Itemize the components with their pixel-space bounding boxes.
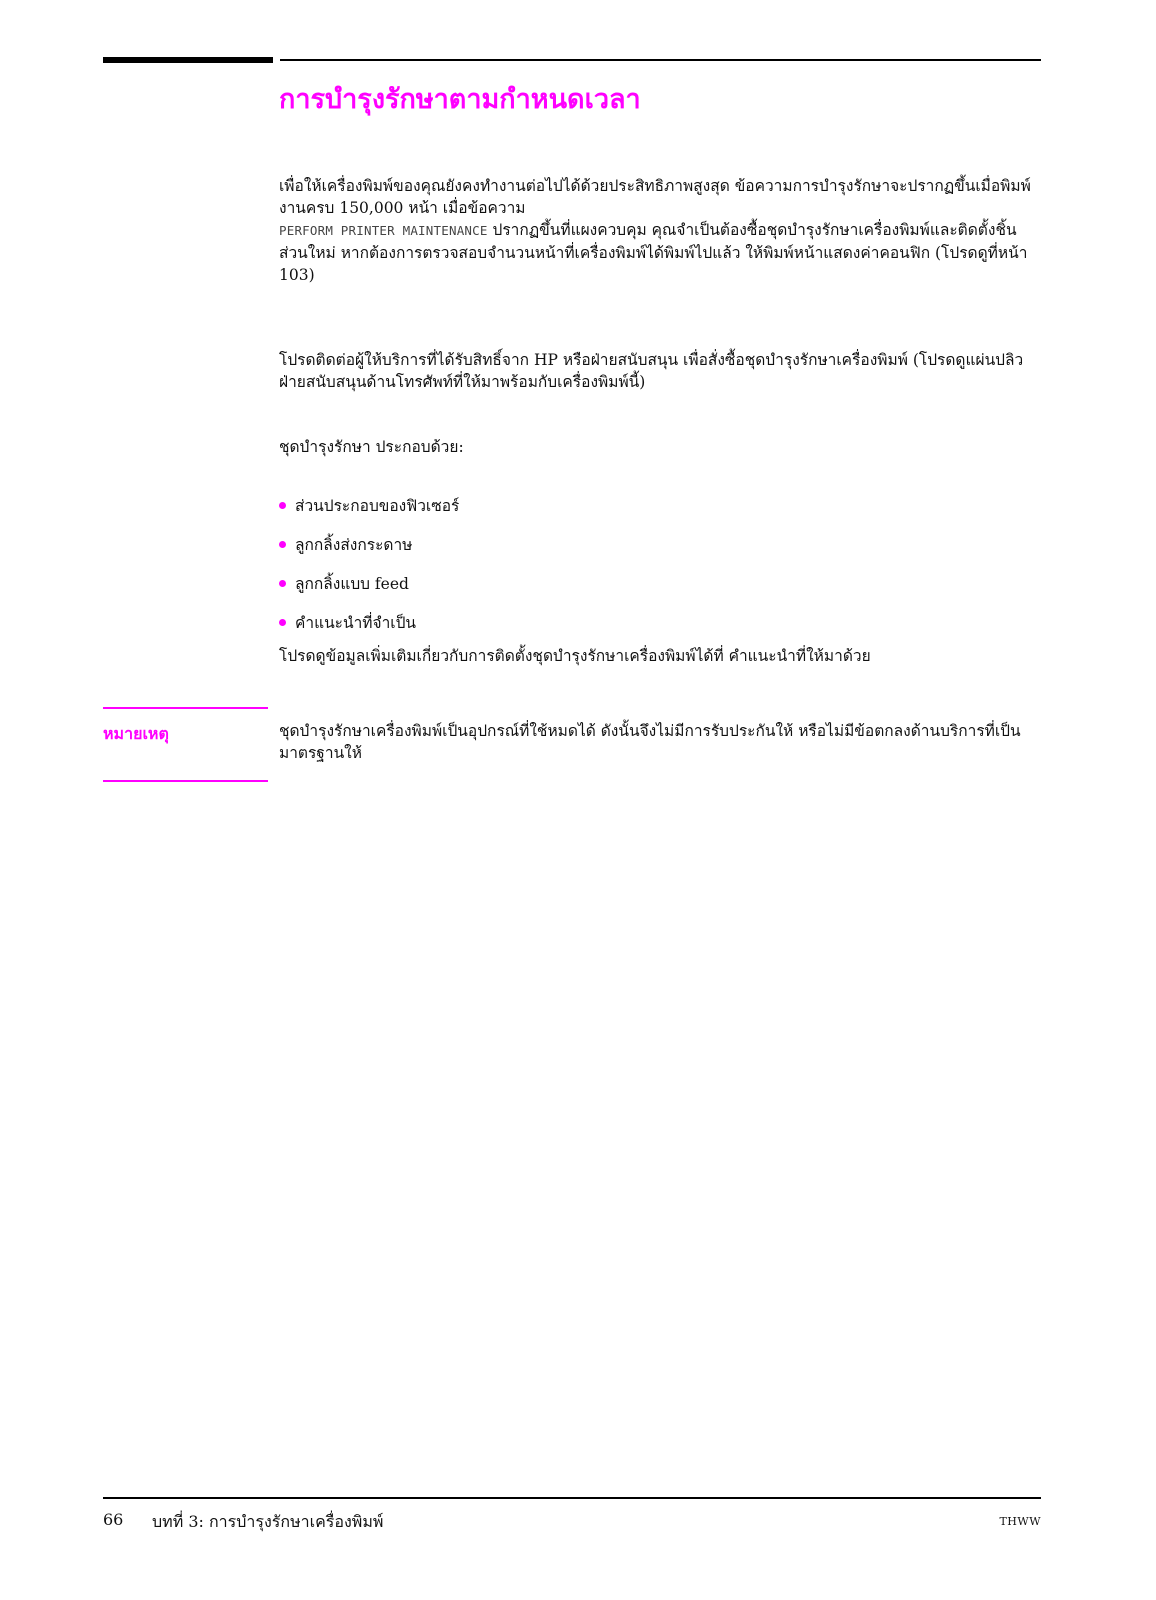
header-rule-thin (280, 59, 1041, 61)
kit-intro-text: ชุดบำรุงรักษา ประกอบด้วย: (279, 438, 464, 456)
note-rule-top (103, 707, 268, 709)
footer-doc-code: THWW (999, 1515, 1041, 1528)
footer-rule (103, 1497, 1041, 1499)
list-item (279, 572, 459, 611)
bullet-icon (279, 502, 286, 509)
intro-text-before: เพื่อให้เครื่องพิมพ์ของคุณยังคงทำงานต่อไปได้ด้วยประสิทธิภาพสูงสุด ข้อความการบำรุงรักษาจะปรากฏขึ้นเมื่อพิมพ์งานครบ 150,000 หน้า เมื่อข้อความ (279, 177, 1031, 217)
more-info-paragraph (279, 645, 1039, 667)
list-item-label: ลูกกลิ้งส่งกระดาษ (295, 536, 413, 554)
kit-items-list (279, 494, 459, 650)
note-label: หมายเหตุ (103, 724, 169, 743)
list-item (279, 494, 459, 533)
page-title: การบำรุงรักษาตามกำหนดเวลา (279, 84, 641, 115)
bullet-icon (279, 541, 286, 548)
list-item-label: ส่วนประกอบของฟิวเซอร์ (295, 497, 460, 515)
more-info-text: โปรดดูข้อมูลเพิ่มเติมเกี่ยวกับการติดตั้งชุดบำรุงรักษาเครื่องพิมพ์ได้ที่ คำแนะนำที่ให้มาด้วย (279, 647, 871, 665)
list-item-label: คำแนะนำที่จำเป็น (295, 614, 417, 632)
header-rule-thick (103, 57, 273, 63)
bullet-icon (279, 580, 286, 587)
list-item-label: ลูกกลิ้งแบบ feed (295, 575, 409, 593)
list-item (279, 533, 459, 572)
contact-paragraph (279, 349, 1039, 393)
footer-chapter-title: บทที่ 3: การบำรุงรักษาเครื่องพิมพ์ (152, 1512, 384, 1531)
bullet-icon (279, 619, 286, 626)
kit-intro-paragraph (279, 436, 1039, 458)
note-text: ชุดบำรุงรักษาเครื่องพิมพ์เป็นอุปกรณ์ที่ใช้หมดได้ ดังนั้นจึงไม่มีการรับประกันให้ หรือไม่มีข้อตกลงด้านบริการที่เป็นมาตรฐานให้ (279, 722, 1021, 762)
intro-paragraph (279, 175, 1039, 286)
panel-message: PERFORM PRINTER MAINTENANCE (279, 223, 488, 238)
intro-text-after: ปรากฏขึ้นที่แผงควบคุม คุณจำเป็นต้องซื้อชุดบำรุงรักษาเครื่องพิมพ์และติดตั้งชิ้นส่วนใหม่ หากต้องการตรวจสอบจำนวนหน้าที่เครื่องพิมพ์ได้พิมพ์ไปแล้ว ให้พิมพ์หน้าแสดงค่าคอนฟิก (โปรดดูที่หน้า 103) (279, 221, 1028, 284)
page-number: 66 (103, 1510, 124, 1529)
note-rule-bottom (103, 780, 268, 782)
note-paragraph (279, 720, 1039, 764)
contact-text: โปรดติดต่อผู้ให้บริการที่ได้รับสิทธิ์จาก HP หรือฝ่ายสนับสนุน เพื่อสั่งซื้อชุดบำรุงรักษาเครื่องพิมพ์ (โปรดดูแผ่นปลิวฝ่ายสนับสนุนด้านโทรศัพท์ที่ให้มาพร้อมกับเครื่องพิมพ์นี้) (279, 351, 1024, 391)
